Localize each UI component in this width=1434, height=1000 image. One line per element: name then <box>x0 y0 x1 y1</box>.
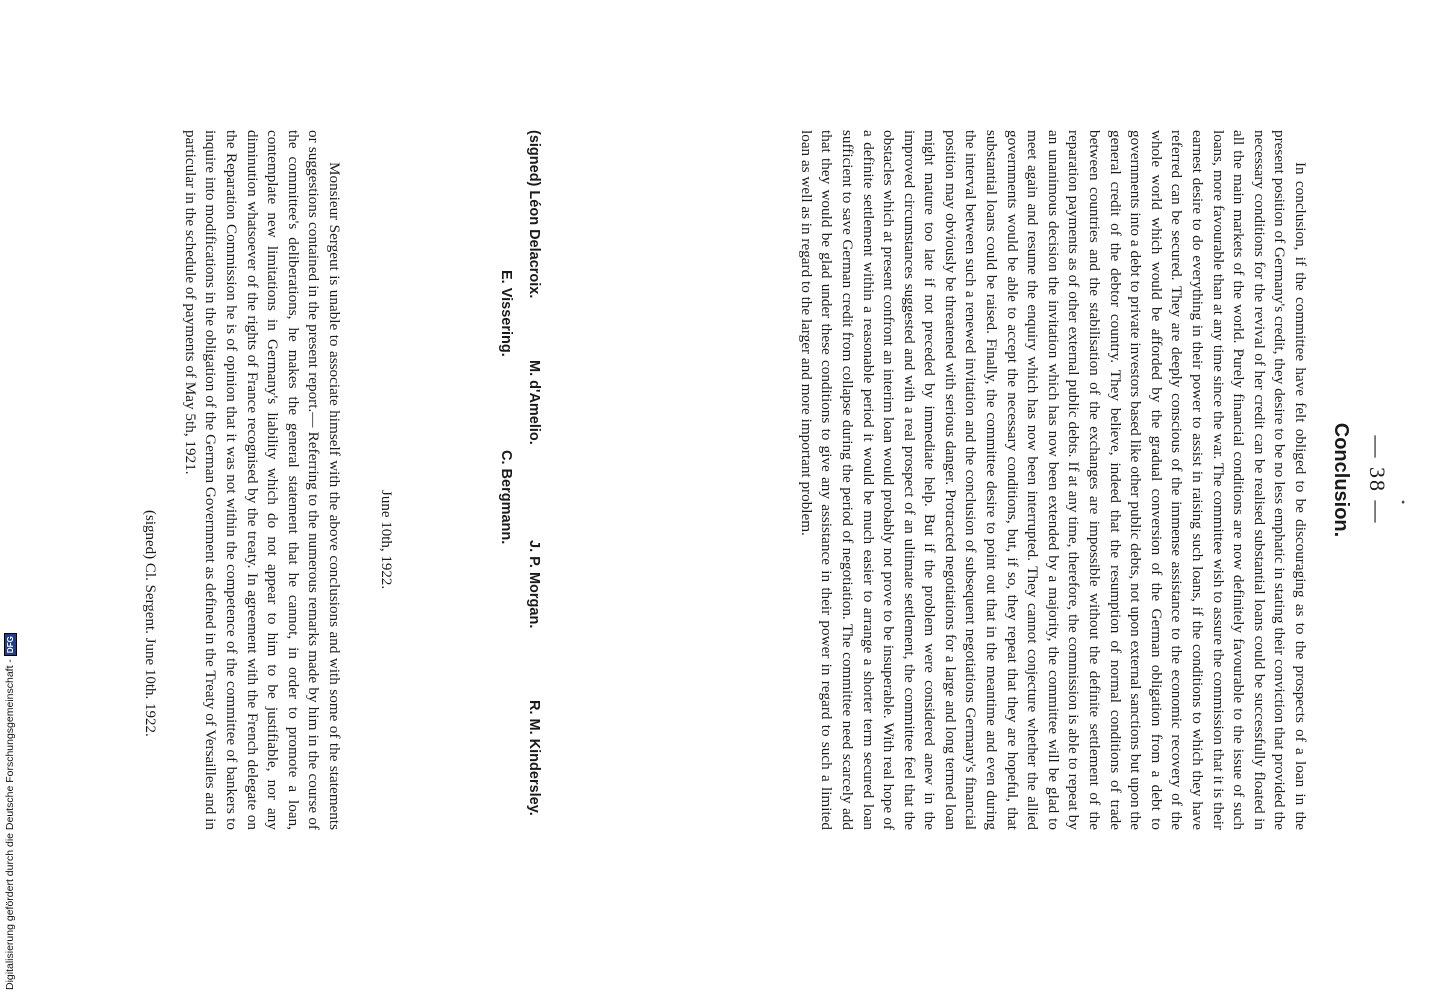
dfg-logo-icon: DFG <box>4 633 17 656</box>
signature-morgan: J. P. Morgan. <box>526 540 542 629</box>
sergent-paragraph: Monsieur Sergeut is unable to associate himself with the above conclusions and with some of the statements or suggestions contained in the present report.— Referring to the numerous remarks made by him in the course of the committee's deliberations, he makes the general statement that he cannot, in order to promote a loan, contemplate new limitations in Germany's liability which do not appear to him to be justifiable, nor any diminution whatsoever of the rights of France recognised by the treaty. In agreement with the French delegate on the Reparation Commission he is of opinion that it was not within the competence of the committee of bankers to inquire into modifications in the obligation of the German Government as defined in the Treaty of Versailles and in particular in the schedule of payments of May 5th, 1921. <box>181 130 343 830</box>
signature-delacroix: (signed) Léon Delacroix. <box>526 130 542 299</box>
page-number: — 38 — <box>1365 435 1390 525</box>
signature-damelio: M. d'Amelio. <box>526 360 542 445</box>
scan-dot: • <box>1396 500 1410 505</box>
signature-vissering: E. Vissering. <box>498 270 514 357</box>
date-line: June 10th, 1922. <box>378 490 394 590</box>
signature-kindersley: R. M. Kindersley. <box>526 700 542 816</box>
signature-row-2 <box>492 130 514 830</box>
section-heading: Conclusion. <box>1330 422 1352 538</box>
credit-text: Digitalisierung gefördert durch die Deutsche Forschungsgemeinschaft - <box>4 659 16 990</box>
rotated-document-page <box>0 30 1434 970</box>
sergent-signature: (signed) Cl. Sergent. June 10th. 1922. <box>142 510 158 737</box>
conclusion-text <box>795 130 1310 830</box>
conclusion-paragraph: In conclusion, if the committee have felt obliged to be discouraging as to the prospects of a loan in the present position of Germany's credit, they desire to be no less emphatic in stating their conviction that provided the necessary conditions for the revival of her credit can be realised substantial loans could be successfully floated in all the main markets of the world. Purely financial conditions are now definitely favourable to the issue of such loans, more favourable than at any time since the war. The committee wish to assure the commission that it is their earnest desire to do everything in their power to assist in raising such loans, if the conditions to which they have referred can be secured. They are deeply conscious of the immense assistance to the economic recovery of the whole world which would be afforded by the gradual conversion of the German obligation from a debt to governments into a debt to private investors based like other public debts, not upon external sanctions but upon the general credit of the debtor country. They believe, indeed that the resumption of normal conditions of trade between countries and the stabilisation of the exchanges are impossible without the definite settlement of the reparation payments as of other external public debts. If at any time, therefore, the commission is able to repeat by an unanimous decision the invitation which has now been extended by a majority, the committee will be glad to meet again and resume the enquiry which has now been interrupted. They cannot conjecture whether the allied governments would be able to accept the necessary conditions, but, if so, they repeat that they are hopeful, that substantial loans could be raised. Finally, the committee desire to point out that in the meantime and even during the interval between such a renewed invitation and the conclusion of subsequent negotiations Germany's financial position may obviously be threatened with serious danger. Protracted negotiations for a large and long termed loan might mature too late if not preceded by immediate help. But if the problem were considered anew in the improved circumstances suggested and with a real prospect of an ultimate settlement, the committee feel that the obstacles which at present confront an interim loan would probably not prove to be insuperable. With real hope of a definite settlement within a reasonable period it would be much easier to arrange a shorter term secured loan sufficient to save German credit from collapse during the period of negotiation. The committee need scarcely add that they would be glad under these conditions to give any assistance in their power in regard to such a limited loan as well as in regard to the larger and more important problem. <box>797 130 1309 830</box>
signature-row-1 <box>520 130 542 830</box>
signature-bergmann: C. Bergmann. <box>498 450 514 545</box>
digitization-credit <box>2 610 18 990</box>
sergent-statement <box>179 130 344 830</box>
